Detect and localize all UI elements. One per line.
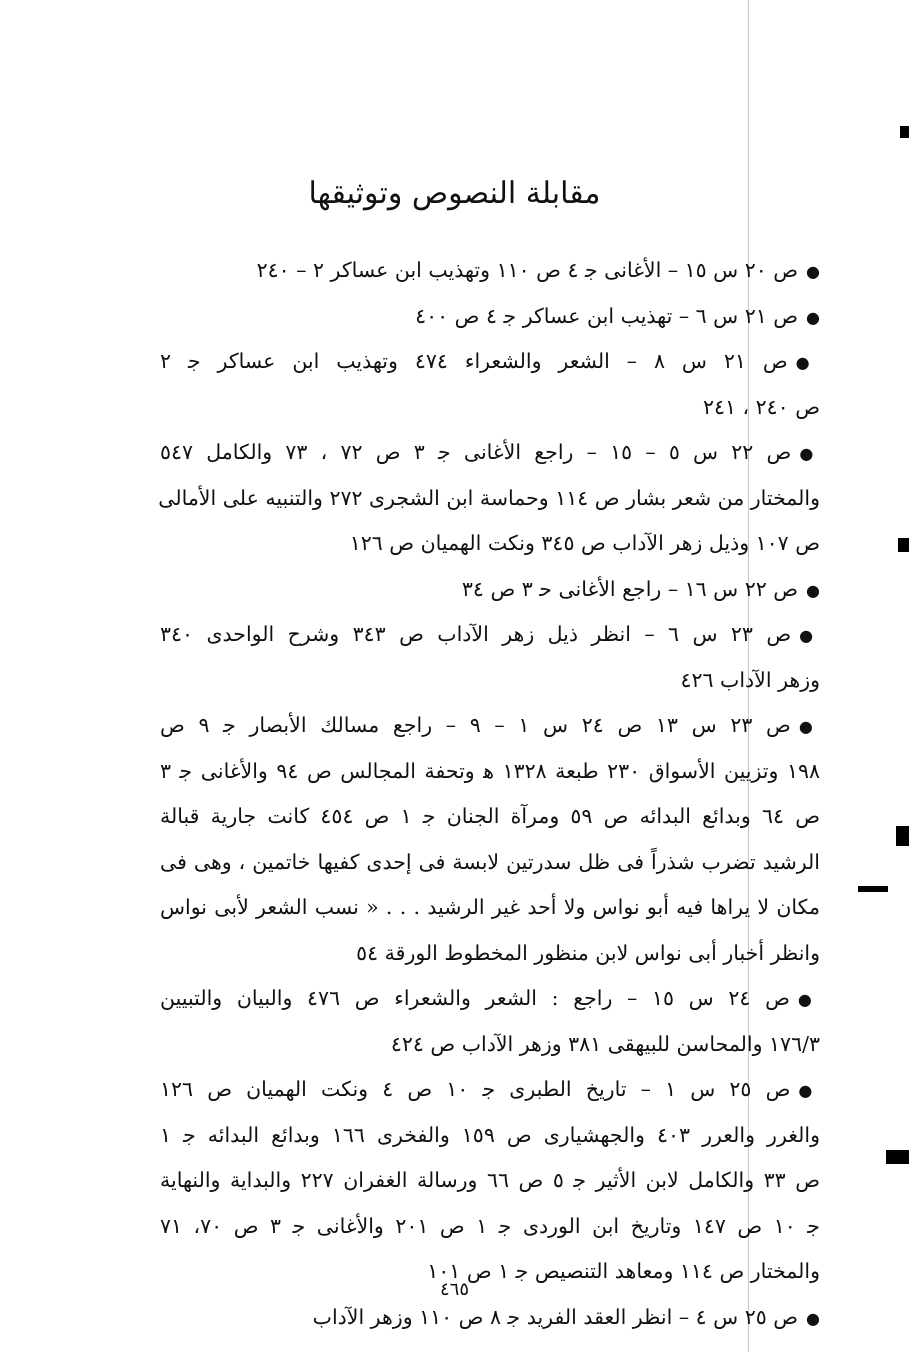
- note-text: ص ٢١ س ٦ – تهذيب ابن عساكر ﺟ ٤ ص ٤٠٠: [415, 303, 799, 328]
- note-text: ص ٢٥ س ١ – تاريخ الطبرى ﺟ ١٠ ص ٤ ونكت الهميان ص ١٢٦: [160, 1077, 791, 1101]
- note-continuation-line: [160, 885, 820, 931]
- page-title: مقابلة النصوص وتوثيقها: [308, 176, 601, 211]
- note-continuation-line: [160, 840, 820, 886]
- note-continuation-line: [160, 521, 820, 567]
- note-continuation-line: [160, 794, 820, 840]
- note-continuation-line: [160, 931, 820, 977]
- note-text: ص ٣٣ والكامل لابن الأثير ﺟ ٥ ص ٦٦ ورسالة الغفران ٢٢٧ والبداية والنهاية: [160, 1168, 820, 1192]
- note-text: والغرر والعرر ٤٠٣ والجهشيارى ص ١٥٩ والفخرى ١٦٦ وبدائع البدائه ﺟ ١: [160, 1122, 820, 1147]
- note-entry-line: [160, 1067, 820, 1113]
- bullet-icon: ●: [806, 580, 820, 600]
- bullet-icon: ●: [795, 353, 820, 372]
- note-text: الرشيد تضرب شذراً فى ظل سدرتين لابسة فى إحدى كفيها خاتمين ، وهى فى: [160, 849, 820, 874]
- note-text: ص ٢٥ س ٤ – انظر العقد الفريد ﺟ ٨ ص ١١٠ وزهر الآداب: [312, 1304, 799, 1329]
- note-entry-line: [160, 1295, 820, 1341]
- note-text: ﺟ ١٠ ص ١٤٧ وتاريخ ابن الوردى ﺟ ١ ص ٢٠١ والأغانى ﺟ ٣ ص ٧٠، ٧١: [160, 1213, 820, 1238]
- note-text: ص ٢٠ س ١٥ – الأغانى ﺟ ٤ ص ١١٠ وتهذيب ابن عساكر ٢ – ٢٤٠: [256, 258, 799, 282]
- note-text: ص ٢٣ س ٦ – انظر ذيل زهر الآداب ص ٣٤٣ وشرح الواحدى ٣٤٠: [160, 622, 792, 646]
- bullet-icon: ●: [806, 1308, 820, 1328]
- scan-mark: [898, 538, 909, 552]
- note-entry-line: [160, 703, 820, 749]
- note-entry-line: [160, 430, 820, 476]
- note-entry-line: [160, 976, 820, 1022]
- note-entry-line: [160, 248, 820, 294]
- scan-mark: [900, 126, 909, 138]
- bullet-icon: ●: [799, 626, 820, 645]
- note-text: ص ٢٤٠ ، ٢٤١: [702, 394, 820, 419]
- note-continuation-line: [160, 1022, 820, 1068]
- note-entry-line: [160, 612, 820, 658]
- note-text: ص ٢٤ س ١٥ – راجع : الشعر والشعراء ص ٤٧٦ والبيان والتبيين: [160, 986, 790, 1010]
- bullet-icon: ●: [799, 444, 820, 463]
- note-text: ص ٢٢ س ٥ – ١٥ – راجع الأغانى ﺟ ٣ ص ٧٢ ، ٧٣ والكامل ٥٤٧: [160, 440, 792, 464]
- note-continuation-line: [160, 1204, 820, 1250]
- scan-mark: [886, 1150, 909, 1164]
- bullet-icon: ●: [797, 990, 820, 1009]
- note-continuation-line: [160, 476, 820, 522]
- note-text: مكان لا يراها فيه أبو نواس ولا أحد غير الرشيد . . . « نسب الشعر لأبى نواس: [160, 895, 820, 919]
- note-text: ص ١٠٧ وذيل زهر الآداب ص ٣٤٥ ونكت الهميان ص ١٢٦: [349, 531, 820, 555]
- note-continuation-line: [160, 658, 820, 704]
- note-entry-line: [160, 294, 820, 340]
- note-text: ص ٢١ س ٨ – الشعر والشعراء ٤٧٤ وتهذيب ابن عساكر ﺟ ٢: [160, 349, 788, 373]
- note-text: ص ٦٤ وبدائع البدائه ص ٥٩ ومرآة الجنان ﺟ ١ ص ٤٥٤ كانت جارية قبالة: [160, 804, 820, 828]
- note-continuation-line: [160, 749, 820, 795]
- bullet-icon: ●: [798, 1081, 820, 1100]
- note-entry-line: [160, 339, 820, 385]
- scan-mark: [896, 826, 909, 846]
- note-text: والمختار ص ١١٤ ومعاهد التنصيص ﺟ ١ ص ١٠١: [427, 1259, 820, 1283]
- note-continuation-line: [160, 385, 820, 431]
- note-text: ص ٢٣ س ١٣ ص ٢٤ س ١ – ٩ – راجع مسالك الأبصار ﺟ ٩ ص: [160, 713, 791, 737]
- bullet-icon: ●: [798, 717, 820, 736]
- note-text: وزهر الآداب ٤٢٦: [680, 667, 820, 692]
- scan-mark: [858, 886, 888, 892]
- note-text: ١٧٦/٣ والمحاسن للبيهقى ٣٨١ وزهر الآداب ص ٤٢٤: [390, 1031, 820, 1056]
- bullet-icon: ●: [806, 307, 820, 327]
- notes-body: [160, 248, 820, 1340]
- page-number: ٤٦٥: [439, 1279, 469, 1300]
- note-continuation-line: [160, 1158, 820, 1204]
- note-continuation-line: [160, 1113, 820, 1159]
- note-text: ص ٢٢ س ١٦ – راجع الأغانى ﺣ ٣ ص ٣٤: [461, 576, 799, 601]
- note-text: ١٩٨ وتزيين الأسواق ٢٣٠ طبعة ١٣٢٨ ﻫ وتحفة المجالس ص ٩٤ والأغانى ﺟ ٣: [160, 758, 821, 783]
- note-text: والمختار من شعر بشار ص ١١٤ وحماسة ابن الشجرى ٢٧٢ والتنبيه على الأمالى: [158, 485, 820, 510]
- note-entry-line: [160, 567, 820, 613]
- bullet-icon: ●: [806, 262, 820, 281]
- note-text: وانظر أخبار أبى نواس لابن منظور المخطوط الورقة ٥٤: [356, 940, 820, 965]
